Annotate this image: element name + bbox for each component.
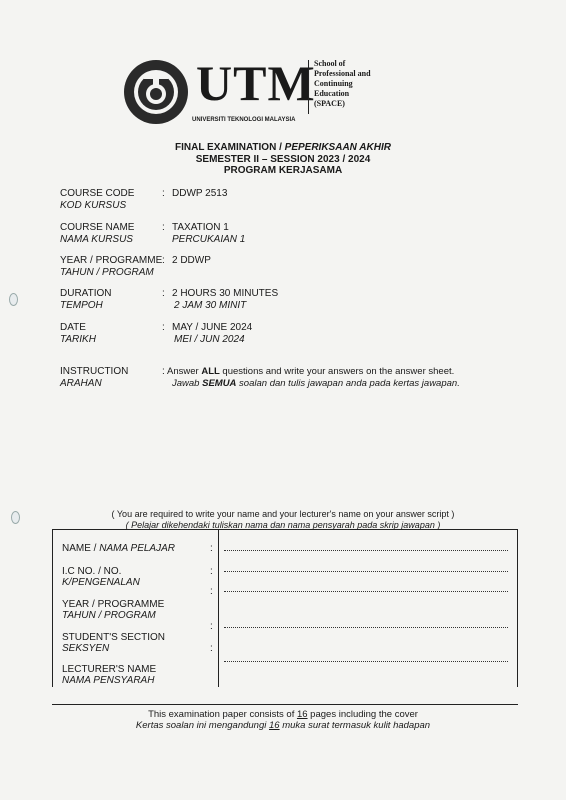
- footer-page-count: 16: [296, 709, 308, 720]
- exam-title: [0, 142, 566, 154]
- form-ic-label-ms: K/PENGENALAN: [62, 577, 140, 588]
- utm-wordmark: UTM: [196, 55, 316, 111]
- school-line: Professional and: [314, 69, 371, 78]
- footer-ms: [0, 720, 566, 732]
- form-right-border: [517, 529, 518, 687]
- logo-divider: [308, 60, 309, 114]
- notice-ms: ( Pelajar dikehendaki tuliskan nama dan nama pensyarah pada skrip jawapan ): [125, 520, 441, 530]
- school-line: School of: [314, 59, 346, 68]
- form-name-field[interactable]: [224, 550, 508, 551]
- course-name-value-ms: PERCUKAIAN 1: [172, 234, 246, 245]
- course-name-label: COURSE NAME: [60, 222, 135, 233]
- date-label: DATE: [60, 322, 86, 333]
- course-name-label-ms: NAMA KURSUS: [60, 234, 133, 245]
- instruction-label: INSTRUCTION: [60, 366, 129, 377]
- form-section-field[interactable]: [224, 627, 508, 628]
- exam-title-en: FINAL EXAMINATION /: [175, 142, 282, 153]
- duration-label-ms: TEMPOH: [60, 300, 103, 311]
- semester-line: SEMESTER II – SESSION 2023 / 2024: [195, 154, 371, 165]
- university-name: UNIVERSITI TEKNOLOGI MALAYSIA: [192, 117, 296, 123]
- form-lecturer-label: LECTURER'S NAME: [62, 664, 157, 675]
- instruction-en-bold: ALL: [201, 366, 220, 377]
- instruction-colon: :: [162, 366, 165, 377]
- instruction-text-en: [167, 366, 454, 378]
- instruction-ms-pre: Jawab: [172, 378, 203, 389]
- footer-en-pre: This examination paper consists of: [148, 709, 297, 720]
- form-column-divider: [218, 529, 219, 687]
- instruction-ms-post: soalan dan tulis jawapan anda pada kertas jawapan.: [236, 378, 460, 389]
- form-ic-label: I.C NO. / NO.: [62, 566, 122, 577]
- form-top-border: [52, 529, 518, 530]
- student-info-form: [52, 529, 518, 687]
- course-code-value: DDWP 2513: [172, 188, 228, 199]
- form-year-label: YEAR / PROGRAMME: [62, 599, 165, 610]
- instruction-ms-bold: SEMUA: [202, 378, 237, 389]
- course-name-value: TAXATION 1: [172, 222, 229, 233]
- utm-crest-logo: [122, 58, 190, 126]
- form-section-colon-2: :: [210, 643, 213, 654]
- form-section-label-ms: SEKSYEN: [62, 643, 110, 654]
- school-name: [314, 59, 371, 109]
- form-ic-field[interactable]: [224, 571, 508, 572]
- form-name-colon: :: [210, 543, 213, 554]
- duration-value-ms: 2 JAM 30 MINIT: [174, 300, 247, 311]
- school-line: Education: [314, 89, 350, 98]
- form-year-colon: :: [210, 586, 213, 597]
- footer-page-count-ms: 16: [269, 720, 280, 731]
- footer-ms-pre: Kertas soalan ini mengandungi: [135, 720, 269, 731]
- date-value: MAY / JUNE 2024: [172, 322, 253, 333]
- instruction-en-pre: Answer: [167, 366, 202, 377]
- footer-ms-post: muka surat termasuk kulit hadapan: [279, 720, 431, 731]
- program-line: PROGRAM KERJASAMA: [223, 165, 343, 176]
- year-programme-value: 2 DDWP: [172, 255, 211, 266]
- punch-hole-top: [9, 293, 18, 306]
- notice-en: ( You are required to write your name and your lecturer's name on your answer script ): [111, 509, 455, 519]
- duration-value: 2 HOURS 30 MINUTES: [172, 288, 279, 299]
- course-code-label: COURSE CODE: [60, 188, 135, 199]
- instruction-en-post: questions and write your answers on the answer sheet.: [219, 366, 455, 377]
- date-value-ms: MEI / JUN 2024: [174, 334, 245, 345]
- duration-label: DURATION: [60, 288, 112, 299]
- date-colon: :: [162, 322, 165, 333]
- form-name-label-en: NAME /: [62, 543, 97, 554]
- form-left-border: [52, 529, 53, 687]
- form-section-colon: :: [210, 621, 213, 632]
- form-year-field[interactable]: [224, 591, 508, 592]
- form-lecturer-field[interactable]: [224, 661, 508, 662]
- year-programme-colon: :: [162, 255, 165, 266]
- duration-colon: :: [162, 288, 165, 299]
- form-name-label: [62, 543, 175, 555]
- course-name-colon: :: [162, 222, 165, 233]
- year-programme-label: YEAR / PROGRAMME: [60, 255, 163, 266]
- date-label-ms: TARIKH: [60, 334, 96, 345]
- instruction-text-ms: [172, 378, 460, 390]
- form-year-label-ms: TAHUN / PROGRAM: [62, 610, 156, 621]
- course-code-colon: :: [162, 188, 165, 199]
- form-lecturer-label-ms: NAMA PENSYARAH: [62, 675, 155, 686]
- form-name-label-ms: NAMA PELAJAR: [99, 543, 175, 554]
- footer-rule: [52, 704, 518, 705]
- school-line: Continuing: [314, 79, 353, 88]
- footer-en-post: pages including the cover: [307, 709, 418, 720]
- form-section-label: STUDENT'S SECTION: [62, 632, 166, 643]
- instruction-label-ms: ARAHAN: [60, 378, 102, 389]
- school-line: (SPACE): [314, 99, 345, 108]
- form-ic-colon: :: [210, 566, 213, 577]
- exam-title-ms: PEPERIKSAAN AKHIR: [284, 142, 391, 153]
- year-programme-label-ms: TAHUN / PROGRAM: [60, 267, 154, 278]
- course-code-label-ms: KOD KURSUS: [60, 200, 127, 211]
